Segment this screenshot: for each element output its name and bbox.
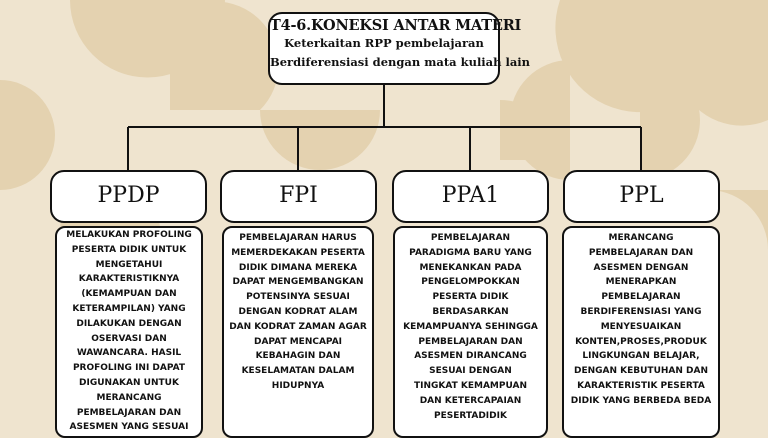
root-title: T4-6.KONEKSI ANTAR MATERI: [270, 17, 522, 34]
description-line: DAPAT MENGEMBANGKAN: [232, 277, 364, 288]
description-line: PEMBELAJARAN DAN: [588, 247, 694, 258]
description-line: PEMBELAJARAN: [601, 292, 681, 303]
description-line: DILAKUKAN DENGAN: [76, 318, 182, 329]
description-line: (KEMAMPUAN DAN: [81, 289, 177, 300]
description-line: DAN KETERCAPAIAN: [419, 395, 522, 406]
description-line: DAPAT MENCAPAI: [253, 336, 343, 347]
description-line: MELAKUKAN PROFOLING: [66, 230, 192, 240]
branch-header-ppdp: PPDP: [50, 170, 207, 223]
description-line: PEMBELAJARAN DAN: [418, 336, 523, 347]
description-line: KEMAMPUANYA SEHINGGA: [403, 321, 538, 332]
description-line: ASESMEN DIRANCANG: [414, 351, 527, 362]
description-line: LINGKUNGAN BELAJAR,: [582, 351, 700, 362]
branch-description-ppa1: [393, 226, 548, 438]
description-line: KARAKTERISTIK PESERTA: [577, 380, 705, 391]
description-line: MEMERDEKAKAN PESERTA: [231, 247, 365, 258]
description-line: PEMBELAJARAN DAN: [76, 407, 182, 418]
description-line: PROFOLING INI DAPAT: [72, 363, 186, 374]
description-line: HIDUPNYA: [271, 380, 325, 391]
root-subtitle-line-1: Keterkaitan RPP pembelajaran: [284, 36, 484, 50]
description-line: OSERVASI DAN: [91, 333, 167, 344]
description-line: KARAKTERISTIKNYA: [78, 274, 180, 285]
description-line: PENGELOMPOKKAN: [421, 277, 520, 288]
description-line: MENYESUAIKAN: [600, 321, 682, 332]
description-line: BERDASARKAN: [432, 306, 509, 317]
description-line: DIDIK YANG BERBEDA BEDA: [570, 395, 712, 406]
branch-header-ppl: PPL: [563, 170, 720, 223]
description-line: TINGKAT KEMAMPUAN: [413, 380, 528, 391]
branch-header-fpi: FPI: [220, 170, 377, 223]
branch-description-fpi: [222, 226, 374, 438]
description-line: PESERTA DIDIK UNTUK: [71, 244, 187, 255]
description-line: KESELAMATAN DALAM: [241, 366, 355, 377]
description-line: DAN KODRAT ZAMAN AGAR: [229, 321, 367, 332]
description-line: MENGETAHUI: [95, 259, 163, 270]
description-line: PESERTADIDIK: [434, 410, 507, 421]
description-line: KETERAMPILAN) YANG: [72, 303, 186, 314]
description-line: DENGAN KODRAT ALAM: [238, 306, 358, 317]
description-line: MENEKANKAN PADA: [419, 262, 522, 273]
description-line: MERANCANG: [96, 392, 162, 403]
description-line: SESUAI DENGAN: [429, 366, 512, 377]
description-line: WAWANCARA. HASIL: [76, 348, 182, 359]
branch-description-ppl: [562, 226, 720, 438]
root-subtitle-line-2: Berdiferensiasi dengan mata kuliah lain: [270, 55, 531, 69]
description-line: MERANCANG: [608, 233, 674, 243]
root-node: [268, 12, 531, 85]
description-line: PEMBELAJARAN: [430, 233, 511, 243]
description-line: BERDIFERENSIASI YANG: [580, 306, 702, 317]
description-line: MENERAPKAN: [605, 277, 677, 288]
description-line: ASESMEN YANG SESUAI: [69, 422, 189, 433]
description-line: DENGAN KEBUTUHAN DAN: [573, 366, 709, 377]
description-line: ASESMEN DENGAN: [593, 262, 689, 273]
description-line: DIGUNAKAN UNTUK: [79, 377, 179, 388]
description-line: PARADIGMA BARU YANG: [409, 247, 532, 258]
description-line: PESERTA DIDIK: [432, 292, 509, 303]
branch-description-ppdp: [55, 226, 203, 438]
description-line: DIDIK DIMANA MEREKA: [238, 262, 358, 273]
description-line: POTENSINYA SESUAI: [246, 292, 350, 303]
branch-header-ppa1: PPA1: [392, 170, 549, 223]
description-line: PEMBELAJARAN HARUS: [239, 233, 357, 243]
description-line: KONTEN,PROSES,PRODUK: [575, 336, 707, 347]
description-line: KEBAHAGIN DAN: [255, 351, 341, 362]
